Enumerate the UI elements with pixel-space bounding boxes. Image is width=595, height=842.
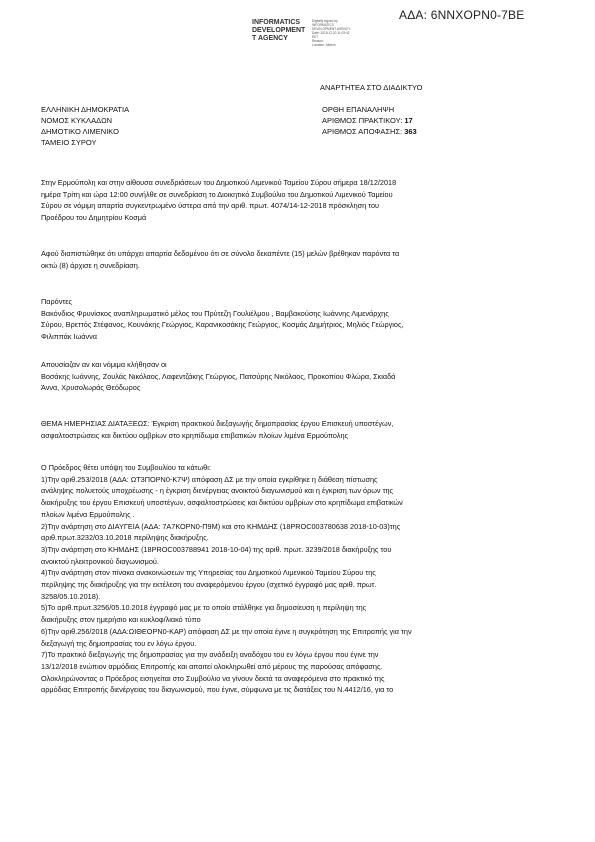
item-line: 7)Το πρακτικό διεξαγωγής της δημοπρασίας για την ανάδειξη αναδόχου του εν λόγω έργου που έγινε την [41,650,379,660]
text-line: Βοσάκης Ιωάννης, Ζουλάς Νικόλαος, Λαφεντζάκης Γεώργιος, Πατσύρης Νικόλαος, Προκοπίου Φλώρα, Σκιαδά [41,371,396,381]
present-section [41,296,553,343]
quorum-paragraph [41,248,553,271]
item-line: 6)Την αριθ.256/2018 (ΑΔΑ:ΩΙΘΕΟΡΝ0-ΚΑΡ) απόφαση ΔΣ με την οποία έγινε η συγκρότηση της Επιτροπής για την [41,626,412,636]
issuer-block [41,104,129,148]
item-line: πλοίων λιμένα Ερμούπολης . [41,509,135,519]
logo-line: INFORMATICS [252,19,301,26]
item-line: ανάληψης πολυετούς υποχρέωσης - η έγκριση διενέργειας ανοικτού διαγωνισμού και η έγκριση των όρων της [41,486,394,496]
closing-line: Ολοκληρώνοντας ο Πρόεδρος εισηγείται στο Συμβούλιο να γίνουν δεκτά τα αναφερόμενα στο πρακτικό της [41,673,385,683]
item-line: 1)Την αριθ.253/2018 (ΑΔΑ: ΩΤ3ΠΟΡΝ0-Κ7Ψ) απόφαση ΔΣ με την οποία εγκρίθηκε η διάθεση πίστωσης [41,474,378,484]
signature-line: Digitally signed by [312,19,338,23]
issuer-line: ΝΟΜΟΣ ΚΥΚΛΑΔΩΝ [41,116,113,125]
item-line: αριθ.πρωτ.3232/03.10.2018 περίληψης διακήρυξης. [41,533,209,543]
item-line: 3258/05.10.2018). [41,591,101,601]
intro-paragraph [41,177,553,224]
text-line: Άννα, Χρυσολωράς Θεόδωρος [41,383,141,393]
closing-line: αρμόδιας Επιτροπής διενέργειας του διαγωνισμού, που έγινε, σύμφωνα με τις διατάξεις του Ν.4412/16, για το [41,685,394,695]
text-line: Βακόνδιος Φρυνίσκος αναπληρωματικό μέλος του Πρύτεζη Γουλιέλμου , Βαμβακούσης Ιωάννης Λιμενάρχης [41,308,389,318]
repeat-label: ΟΡΘΗ ΕΠΑΝΑΛΗΨΗ [322,105,395,114]
informatics-logo-text [252,19,305,43]
signature-line: EET [312,35,319,39]
text-line: Προέδρου του Δημητρίου Κοσμά [41,213,147,223]
present-title: Παρόντες [41,297,72,306]
signature-line: Reason: [312,39,324,43]
body-section [41,462,553,696]
signature-line: Date: 2018.12.20 11:03:42 [312,31,350,35]
text-line: Σύρου, Βρεττός Στέφανος, Κουνάκης Γεώργιος, Καρανικοσάκης Γεώργιος, Κοσμάς Δημήτριος, Μηλιός Γεώργιος, [41,320,404,330]
digital-signature-stamp [312,19,362,47]
text-line: ΘΕΜΑ ΗΜΕΡΗΣΙΑΣ ΔΙΑΤΑΞΕΩΣ: Έγκριση πρακτικού διεξαγωγής δημοπρασίας έργου Επισκευή υποστέγων, [41,419,394,428]
item-line: περίληψης της διακήρυξης για την εκτέλεση του αναφερόμενου έργου (σχετικό έγγραφό μας αριθ. πρωτ. [41,580,377,590]
text-line: ασφαλτοστρώσεις και δικτύου ομβρίων στο κρηπίδωμα επιβατικών πλοίων λιμένα Ερμούπολης [41,430,349,440]
item-line: 2)Την ανάρτηση στο ΔΙΑΥΓΕΙΑ (ΑΔΑ: 7Α7ΚΟΡΝ0-Π9Μ) και στο ΚΗΜΔΗΣ (18PROC003780638 2018-10-03)της [41,521,401,531]
item-line: διεξαγωγή της δημοπρασίας του εν λόγω έργου. [41,638,197,648]
issuer-line: ΕΛΛΗΝΙΚΗ ΔΗΜΟΚΡΑΤΙΑ [41,105,130,114]
absent-section [41,359,553,394]
item-line: 5)Το αριθ.πρωτ.3256/05.10.2018 έγγραφό μας με το οποίο στάλθηκε για δημοσίευση η περίληψη της [41,603,367,613]
item-line: ανοικτού ηλεκτρονικού διαγωνισμού. [41,556,159,566]
text-line: Αφού διαπιστώθηκε ότι υπάρχει απαρτία δεδομένου ότι σε σύνολο δεκαπέντε (15) μελών βρέθηκαν παρόντα τα [41,249,400,258]
text-line: ημέρα Τρίτη και ώρα 12:00 συνήλθε σε συνεδρίαση το Διοικητικό Συμβούλιο του Δημοτικού Λιμενικού Ταμείου [41,189,393,199]
issuer-line: ΤΑΜΕΙΟ ΣΥΡΟΥ [41,138,97,147]
logo-line: T AGENCY [252,35,288,42]
text-line: Φιλιππάκ Ιωάννα [41,332,98,342]
item-line: 13/12/2018 ενώπιον αρμόδιας Επιτροπής και απαιτεί ολοκληρωθεί από μέρους της παρούσας απόφασης. [41,661,383,671]
minutes-value: 17 [404,116,413,125]
subject-section [41,418,553,441]
minutes-number-row [322,115,417,126]
posted-online-label: ΑΝΑΡΤΗΤΕΑ ΣΤΟ ΔΙΑΔΙΚΤΥΟ [320,83,423,92]
minutes-label: ΑΡΙΘΜΟΣ ΠΡΑΚΤΙΚΟΥ: [322,116,403,125]
signature-line: DEVELOPMENT AGENCY [312,27,351,31]
issuer-line: ΔΗΜΟΤΙΚΟ ΛΙΜΕΝΙΚΟ [41,127,119,136]
reference-block [322,104,417,137]
body-intro: Ο Πρόεδρος θέτει υπόψη του Συμβουλίου τα κάτωθι: [41,463,211,472]
signature-line: INFORMATICS [312,23,334,27]
signature-line: Location: Athens [312,43,336,47]
text-line: οκτώ (8) άρχισε η συνεδρίαση. [41,260,140,270]
text-line: Σύρου σε νόμιμη απαρτία συγκεντρωμένο ύστερα από την αριθ. πρωτ. 4074/14-12-2018 πρόσκληση του [41,201,380,211]
item-line: 4)Την ανάρτηση στον πίνακα ανακοινώσεων της Υπηρεσίας του Δημοτικού Λιμενικού Ταμείου Σύρου της [41,568,376,578]
decision-value: 363 [404,127,417,136]
item-line: 3)Την ανάρτηση στο ΚΗΜΔΗΣ (18PROC003788941 2018-10-04) της αριθ. πρωτ. 3239/2018 διακήρυξης του [41,544,392,554]
logo-line: DEVELOPMENT [252,27,306,34]
decision-label: ΑΡΙΘΜΟΣ ΑΠΟΦΑΣΗΣ: [322,127,403,136]
absent-title: Απουσίαζαν αν και νόμιμα κλήθησαν οι [41,360,167,369]
text-line: Στην Ερμούπολη και στην αίθουσα συνεδριάσεων του Δημοτικού Λιμενικού Ταμείου Σύρου σήμερα 18/12/2018 [41,178,397,187]
item-line: διακήρυξης στον ημερήσιο και κυκλοφ/λιακό τύπο [41,615,201,625]
ada-code: ΑΔΑ: 6ΝΝΧΟΡΝ0-7ΒΕ [399,8,525,22]
item-line: διακήρυξης του έργου Επισκευή υποστέγων, ασφαλτοστρώσεις και δικτύου ομβρίων στο κρηπίδωμα επιβατικών [41,498,403,508]
decision-number-row [322,126,417,137]
